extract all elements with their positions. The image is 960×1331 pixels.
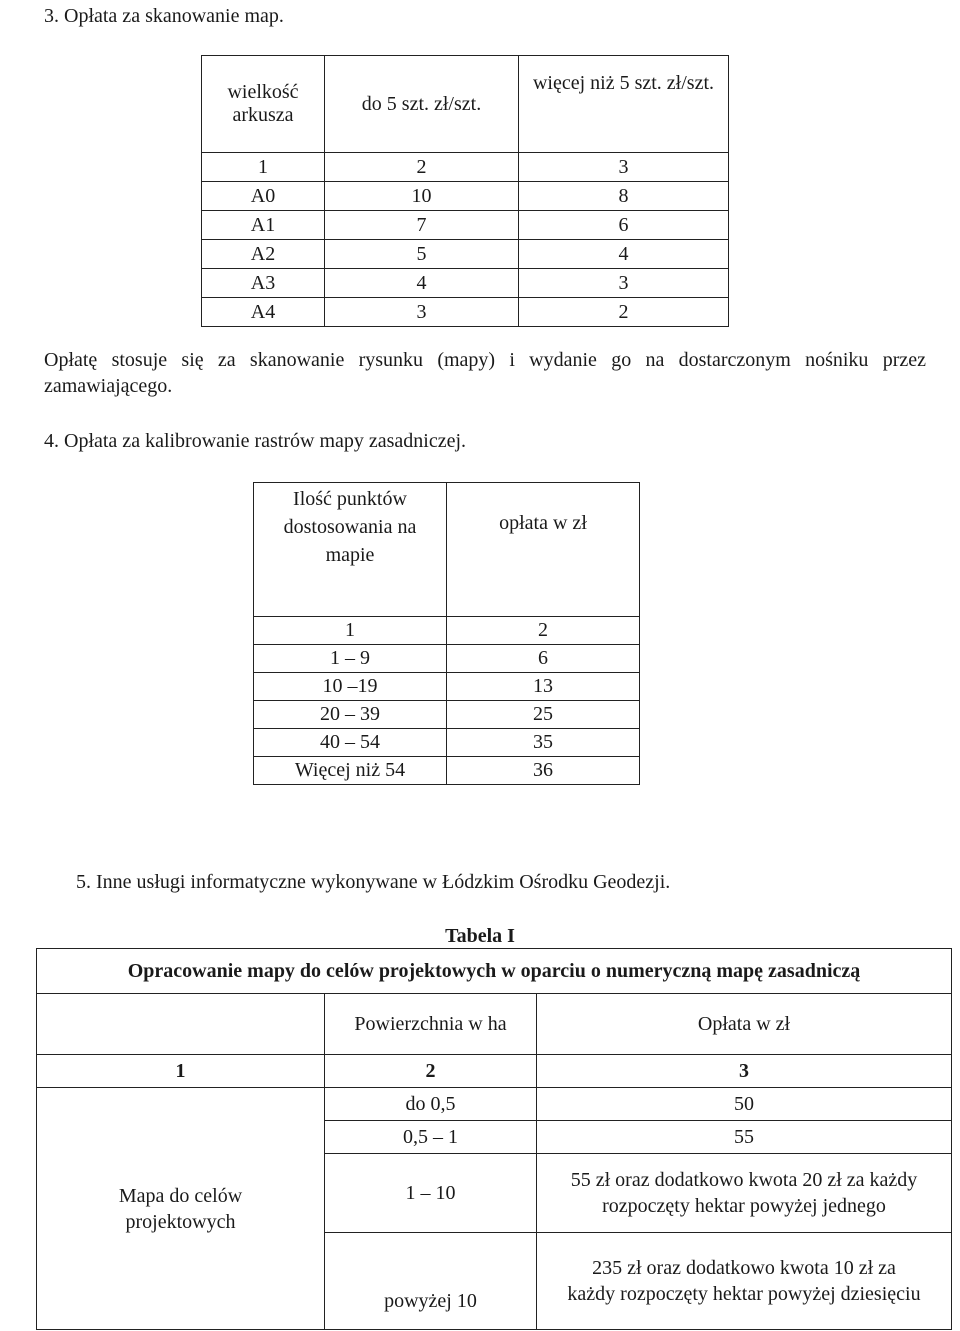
table-title: Opracowanie mapy do celów projektowych w oparciu o numeryczną mapę zasadniczą [37,949,952,994]
table-row [37,1088,952,1121]
table-row [254,701,640,729]
area-cell: 0,5 – 1 [325,1121,537,1154]
table-header-row [37,994,952,1055]
sheet-size-cell: A3 [202,269,325,298]
header-points-count: Ilość punktów dostosowania na mapie [254,483,447,617]
header-up-to-5: do 5 szt. zł/szt. [325,56,519,153]
fee-cell: 25 [447,701,640,729]
price-cell: 3 [325,298,519,327]
fee-cell: 13 [447,673,640,701]
fee-cell: 55 zł oraz dodatkowo kwota 20 zł za każdy rozpoczęty hektar powyżej jednego [537,1154,952,1233]
price-cell: 2 [519,298,729,327]
price-cell: 5 [325,240,519,269]
sheet-size-cell: A2 [202,240,325,269]
fee-cell: 35 [447,729,640,757]
table-row [202,240,729,269]
header-area: Powierzchnia w ha [325,994,537,1055]
row-label-design-map: Mapa do celów projektowych [37,1088,325,1330]
table-row [254,729,640,757]
calibration-fee-table [253,482,640,785]
scan-fee-table [201,55,729,327]
fee-cell: 50 [537,1088,952,1121]
column-number: 2 [325,1055,537,1088]
area-cell: do 0,5 [325,1088,537,1121]
price-cell: 4 [519,240,729,269]
table-number-row [254,617,640,645]
table-header-row [202,56,729,153]
table-label: Tabela I [445,925,515,947]
table-number-row [202,153,729,182]
price-cell: 7 [325,211,519,240]
points-range-cell: 40 – 54 [254,729,447,757]
column-number: 1 [202,153,325,182]
section-3-heading: 3. Opłata za skanowanie map. [44,5,284,27]
table-row [202,269,729,298]
table-row [254,645,640,673]
points-range-cell: Więcej niż 54 [254,757,447,785]
fee-cell: 235 zł oraz dodatkowo kwota 10 zł za każdy rozpoczęty hektar powyżej dziesięciu [537,1233,952,1330]
points-range-cell: 1 – 9 [254,645,447,673]
table-row [254,757,640,785]
column-number: 1 [254,617,447,645]
sheet-size-cell: A0 [202,182,325,211]
fee-cell: 55 [537,1121,952,1154]
price-cell: 10 [325,182,519,211]
header-sheet-size: wielkość arkusza [202,56,325,153]
area-cell: powyżej 10 [325,1233,537,1330]
table-header-row [254,483,640,617]
column-number: 2 [447,617,640,645]
column-number: 2 [325,153,519,182]
area-cell: 1 – 10 [325,1154,537,1233]
table-row [254,673,640,701]
sheet-size-cell: A1 [202,211,325,240]
scan-fee-note: Opłatę stosuje się za skanowanie rysunku (mapy) i wydanie go na dostarczonym nośniku przez zamawiającego. [44,349,926,397]
column-number: 3 [537,1055,952,1088]
sheet-size-cell: A4 [202,298,325,327]
table-row [202,298,729,327]
table-row [202,211,729,240]
table-row [202,182,729,211]
points-range-cell: 10 –19 [254,673,447,701]
column-number: 1 [37,1055,325,1088]
table-title-row [37,949,952,994]
header-empty [37,994,325,1055]
section-5-heading: 5. Inne usługi informatyczne wykonywane w Łódzkim Ośrodku Geodezji. [76,871,671,893]
fee-cell: 6 [447,645,640,673]
fee-cell: 36 [447,757,640,785]
price-cell: 4 [325,269,519,298]
price-cell: 8 [519,182,729,211]
design-map-fee-table [36,948,952,1330]
price-cell: 6 [519,211,729,240]
header-more-than-5: więcej niż 5 szt. zł/szt. [519,56,729,153]
column-number: 3 [519,153,729,182]
points-range-cell: 20 – 39 [254,701,447,729]
price-cell: 3 [519,269,729,298]
header-fee: Opłata w zł [537,994,952,1055]
section-4-heading: 4. Opłata za kalibrowanie rastrów mapy zasadniczej. [44,430,467,452]
header-fee: opłata w zł [447,483,640,617]
table-number-row [37,1055,952,1088]
